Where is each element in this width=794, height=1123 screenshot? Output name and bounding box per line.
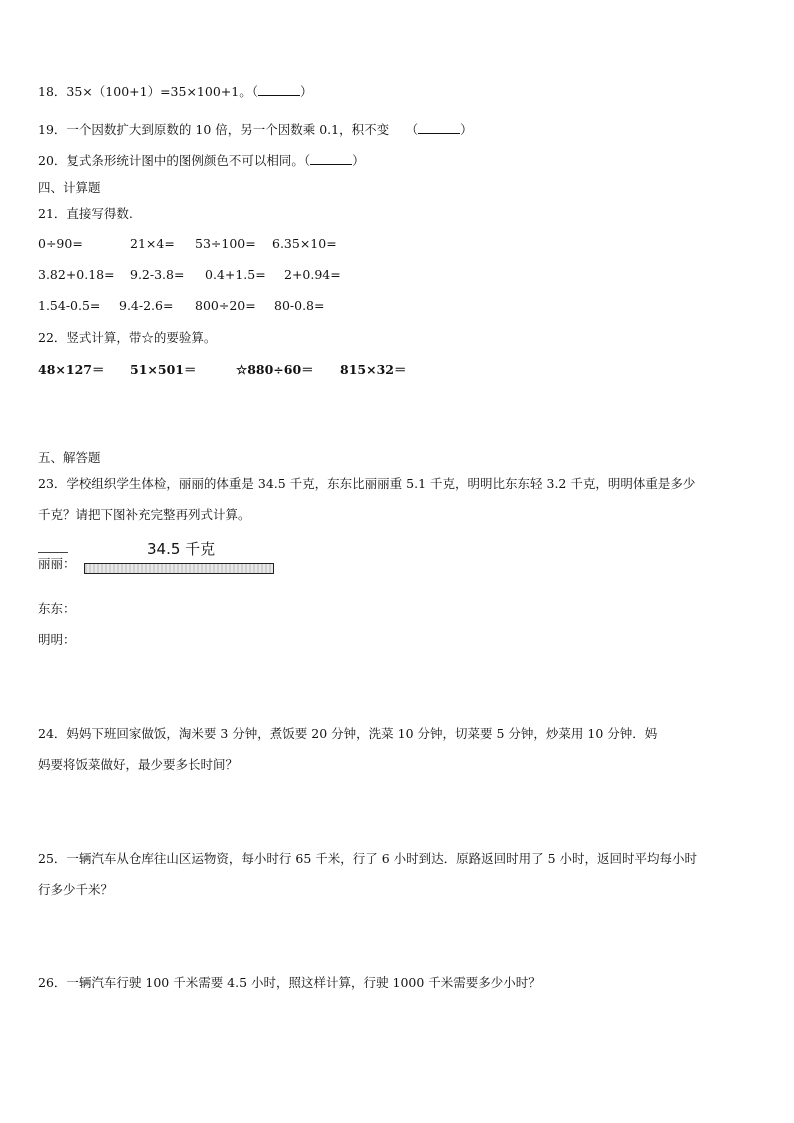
bar-caption: 34.5 千克 [147, 540, 216, 558]
q21-item: 2+0.94= [284, 267, 341, 282]
q21-item: 6.35×10= [272, 236, 337, 251]
q21-item: 0÷90= [38, 236, 83, 251]
q21-item: 9.2-3.8= [130, 267, 185, 282]
question-24-line-1: 24．妈妈下班回家做饭，淘米要 3 分钟，煮饭要 20 分钟，洗菜 10 分钟，切菜要 5 分钟，炒菜用 10 分钟．妈 [38, 726, 658, 741]
question-23-line-2: 千克？请把下图补充完整再列式计算。 [38, 507, 251, 522]
q21-item: 800÷20= [195, 298, 256, 313]
lili-weight-bar [84, 563, 274, 574]
q21-item: 53÷100= [195, 236, 256, 251]
question-25-line-1: 25．一辆汽车从仓库往山区运物资，每小时行 65 千米，行了 6 小时到达．原路返回时用了 5 小时，返回时平均每小时 [38, 851, 698, 866]
question-26-line-1: 26．一辆汽车行驶 100 千米需要 4.5 小时，照这样计算，行驶 1000 千米需要多少小时？ [38, 975, 541, 990]
question-18-text: 18．35×（100+1）=35×100+1。（ [38, 84, 258, 99]
question-24-line-2: 妈要将饭菜做好，最少要多长时间？ [38, 757, 239, 772]
answer-blank-19[interactable] [418, 122, 460, 134]
question-19 [38, 122, 473, 138]
question-20-text: 20．复式条形统计图中的图例颜色不可以相同。（ [38, 153, 311, 168]
question-25-line-2: 行多少千米？ [38, 882, 114, 897]
q21-item: 9.4-2.6= [119, 298, 174, 313]
mingming-label: 明明： [38, 632, 76, 647]
q22-item: 48×127＝ [38, 362, 105, 377]
q21-item: 1.54-0.5= [38, 298, 101, 313]
question-20-close: ） [352, 153, 365, 168]
q22-item: ☆880÷60＝ [236, 362, 314, 377]
answer-blank-18[interactable] [258, 84, 300, 96]
question-18-close: ） [299, 84, 313, 99]
lili-label: 丽丽： [38, 556, 76, 571]
section-5-heading: 五、解答题 [38, 450, 101, 465]
question-23-line-1: 23．学校组织学生体检，丽丽的体重是 34.5 千克，东东比丽丽重 5.1 千克，明明比东东轻 3.2 千克，明明体重是多少 [38, 476, 696, 491]
q21-item: 3.82+0.18= [38, 267, 115, 282]
question-19-text: 19．一个因数扩大到原数的 10 倍，另一个因数乘 0.1，积不变 （ [38, 122, 419, 137]
question-20 [38, 153, 365, 169]
dongdong-label: 东东： [38, 601, 76, 616]
question-19-close: ） [460, 122, 473, 137]
q21-item: 80-0.8= [274, 298, 325, 313]
q22-item: 51×501＝ [130, 362, 197, 377]
section-4-heading: 四、计算题 [38, 180, 101, 195]
question-21-title: 21．直接写得数. [38, 206, 133, 221]
question-22-title: 22．竖式计算，带☆的要验算。 [38, 330, 217, 345]
q22-item: 815×32＝ [340, 362, 407, 377]
question-18 [38, 84, 312, 100]
label-overline [38, 552, 68, 553]
answer-blank-20[interactable] [310, 153, 352, 165]
q21-item: 21×4= [130, 236, 175, 251]
q21-item: 0.4+1.5= [205, 267, 266, 282]
